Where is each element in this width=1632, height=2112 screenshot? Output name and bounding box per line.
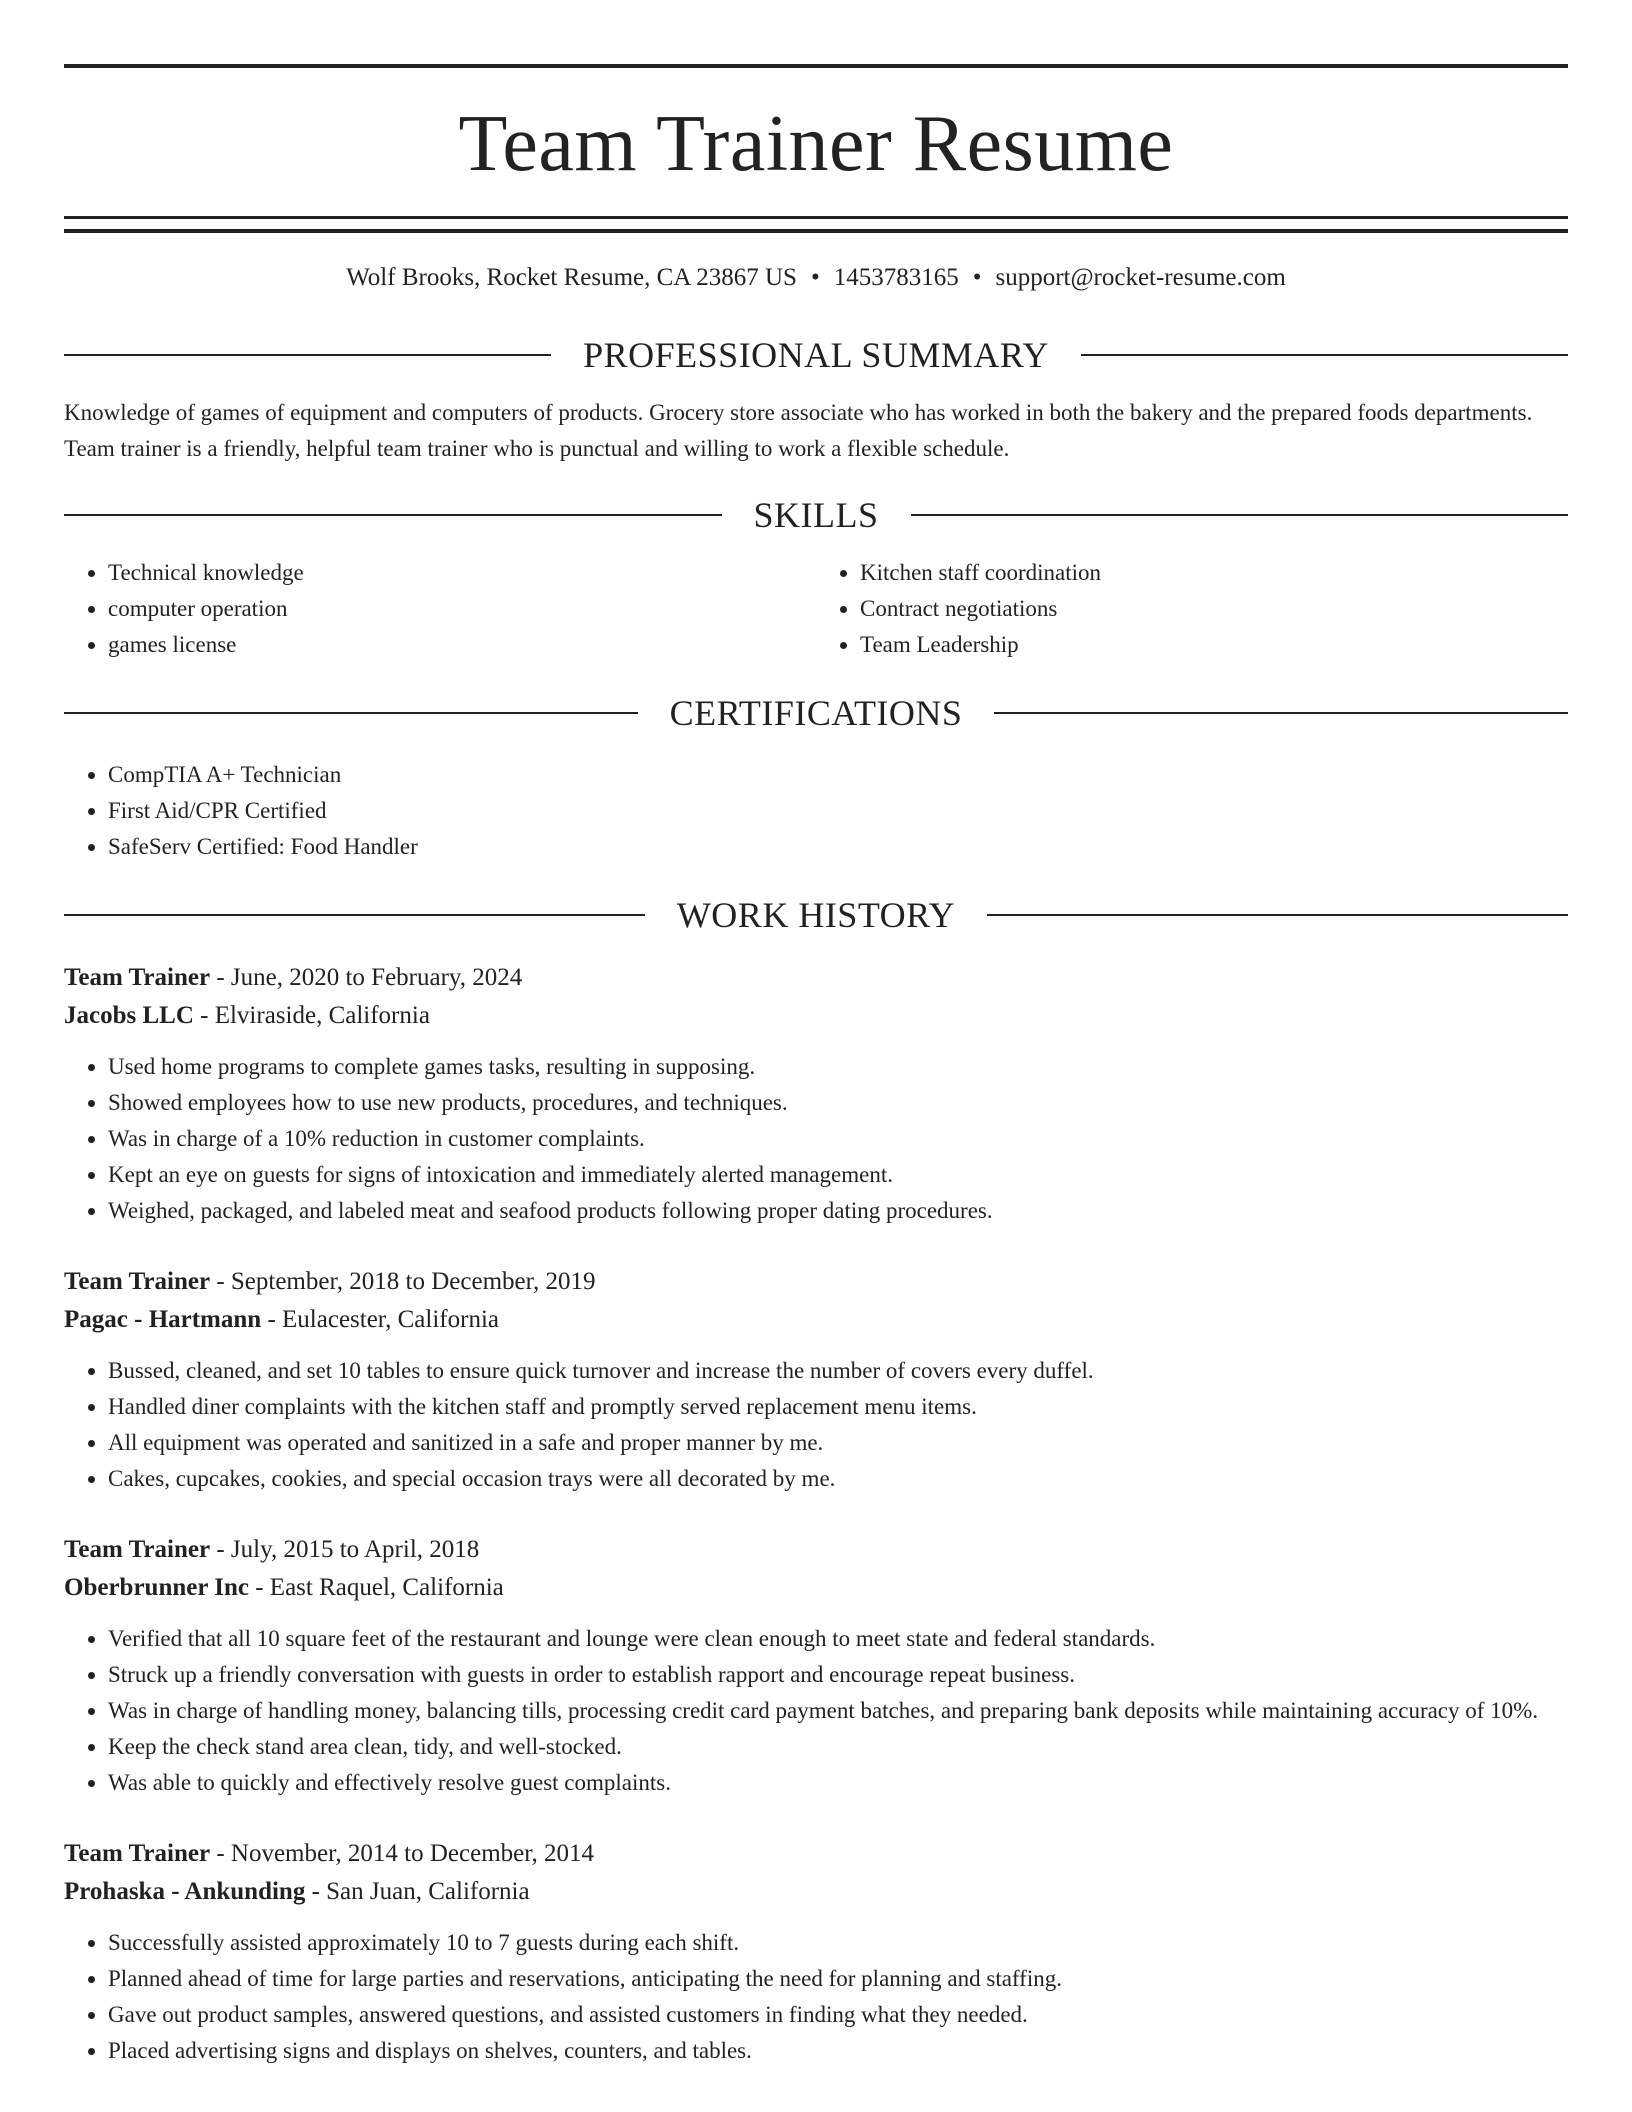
job-bullet: • Verified that all 10 square feet of the restaurant and lounge were clean enough to meet state and federal standards.: [108, 1621, 1568, 1657]
job-title-line: [64, 959, 1568, 997]
skill-item: • Contract negotiations: [860, 591, 1568, 627]
job-company-line: [64, 997, 1568, 1035]
job-bullet: • Placed advertising signs and displays on shelves, counters, and tables.: [108, 2033, 1568, 2069]
job-dates: - July, 2015 to April, 2018: [210, 1536, 480, 1563]
job-title: Team Trainer: [64, 964, 211, 991]
skills-column-right: [816, 555, 1568, 663]
job-title-line: [64, 1263, 1568, 1301]
skill-item: • Team Leadership: [860, 627, 1568, 663]
certifications-list: [64, 757, 1568, 865]
job-bullet: • Was able to quickly and effectively resolve guest complaints.: [108, 1765, 1568, 1801]
skills-heading-label: SKILLS: [753, 495, 879, 535]
contact-phone: 1453783165: [833, 264, 959, 291]
heading-rule: [1081, 354, 1568, 356]
job-bullet: • Gave out product samples, answered questions, and assisted customers in finding what they needed.: [108, 1997, 1568, 2033]
page-title: Team Trainer Resume: [458, 100, 1174, 188]
heading-rule: [64, 914, 645, 916]
job-entry: [64, 959, 1568, 1229]
summary-section-heading: [64, 333, 1568, 377]
job-bullets: [64, 1621, 1568, 1801]
resume-page: [64, 64, 1568, 2069]
skill-item: • computer operation: [108, 591, 816, 627]
job-bullet: • Keep the check stand area clean, tidy, and well-stocked.: [108, 1729, 1568, 1765]
job-location: - Elviraside, California: [193, 1002, 430, 1029]
job-entry: [64, 1835, 1568, 2069]
summary-text: Knowledge of games of equipment and computers of products. Grocery store associate who has worked in both the bakery and the prepared foods departments. Team trainer is a friendly, helpful team trainer who is punctual and willing to work a flexible schedule.: [64, 400, 1533, 461]
job-bullets: [64, 1925, 1568, 2069]
contact-address: Wolf Brooks, Rocket Resume, CA 23867 US: [346, 264, 797, 291]
title-double-rule: [64, 216, 1568, 233]
skill-item: • games license: [108, 627, 816, 663]
job-company-line: [64, 1873, 1568, 1911]
job-title-line: [64, 1835, 1568, 1873]
job-bullet: • Struck up a friendly conversation with guests in order to establish rapport and encourage repeat business.: [108, 1657, 1568, 1693]
job-bullet: • Cakes, cupcakes, cookies, and special occasion trays were all decorated by me.: [108, 1461, 1568, 1497]
heading-rule: [911, 514, 1569, 516]
job-title: Team Trainer: [64, 1536, 211, 1563]
job-dates: - September, 2018 to December, 2019: [210, 1268, 596, 1295]
job-entry: [64, 1531, 1568, 1801]
summary-heading-label: PROFESSIONAL SUMMARY: [583, 335, 1049, 375]
heading-rule: [987, 914, 1568, 916]
skill-item: • Kitchen staff coordination: [860, 555, 1568, 591]
job-location: - San Juan, California: [305, 1878, 530, 1905]
job-bullet: • Planned ahead of time for large parties and reservations, anticipating the need for planning and staffing.: [108, 1961, 1568, 1997]
job-title: Team Trainer: [64, 1840, 211, 1867]
job-bullets: [64, 1353, 1568, 1497]
job-bullet: • Kept an eye on guests for signs of intoxication and immediately alerted management.: [108, 1157, 1568, 1193]
skill-item: • Technical knowledge: [108, 555, 816, 591]
job-location: - East Raquel, California: [248, 1574, 504, 1601]
heading-rule: [64, 354, 551, 356]
skills-section-heading: [64, 493, 1568, 537]
contact-email: support@rocket-resume.com: [995, 264, 1286, 291]
certification-item: • CompTIA A+ Technician: [108, 757, 1568, 793]
job-bullet: • Successfully assisted approximately 10 to 7 guests during each shift.: [108, 1925, 1568, 1961]
job-company: Prohaska - Ankunding: [64, 1878, 306, 1905]
job-company: Oberbrunner Inc: [64, 1574, 249, 1601]
job-bullet: • Used home programs to complete games tasks, resulting in supposing.: [108, 1049, 1568, 1085]
top-rule: [64, 64, 1568, 68]
job-bullets: [64, 1049, 1568, 1229]
job-bullet: • Handled diner complaints with the kitchen staff and promptly served replacement menu items.: [108, 1389, 1568, 1425]
job-location: - Eulacester, California: [261, 1306, 499, 1333]
contact-line: [64, 263, 1568, 293]
certifications-list-block: [64, 757, 1568, 865]
certifications-heading-label: CERTIFICATIONS: [669, 693, 963, 733]
skills-grid: [64, 555, 1568, 663]
contact-separator: •: [972, 264, 982, 291]
job-bullet: • All equipment was operated and sanitized in a safe and proper manner by me.: [108, 1425, 1568, 1461]
work-history-section-heading: [64, 893, 1568, 937]
job-company-line: [64, 1569, 1568, 1607]
job-bullet: • Weighed, packaged, and labeled meat and seafood products following proper dating procedures.: [108, 1193, 1568, 1229]
job-title-line: [64, 1531, 1568, 1569]
certification-item: • SafeServ Certified: Food Handler: [108, 829, 1568, 865]
job-bullet: • Bussed, cleaned, and set 10 tables to ensure quick turnover and increase the number of covers every duffel.: [108, 1353, 1568, 1389]
job-bullet: • Showed employees how to use new products, procedures, and techniques.: [108, 1085, 1568, 1121]
job-entry: [64, 1263, 1568, 1497]
heading-rule: [994, 712, 1568, 714]
job-dates: - June, 2020 to February, 2024: [210, 964, 523, 991]
certification-item: • First Aid/CPR Certified: [108, 793, 1568, 829]
job-company: Jacobs LLC: [64, 1002, 194, 1029]
work-history-heading-label: WORK HISTORY: [676, 895, 956, 935]
skills-column-left: [64, 555, 816, 663]
job-bullet: • Was in charge of handling money, balancing tills, processing credit card payment batches, and preparing bank deposits while maintaining accuracy of 10%.: [108, 1693, 1568, 1729]
job-bullet: • Was in charge of a 10% reduction in customer complaints.: [108, 1121, 1568, 1157]
job-company-line: [64, 1301, 1568, 1339]
job-title: Team Trainer: [64, 1268, 211, 1295]
job-dates: - November, 2014 to December, 2014: [210, 1840, 595, 1867]
heading-rule: [64, 514, 722, 516]
heading-rule: [64, 712, 638, 714]
certifications-section-heading: [64, 691, 1568, 735]
contact-separator: •: [810, 264, 820, 291]
job-company: Pagac - Hartmann: [64, 1306, 262, 1333]
